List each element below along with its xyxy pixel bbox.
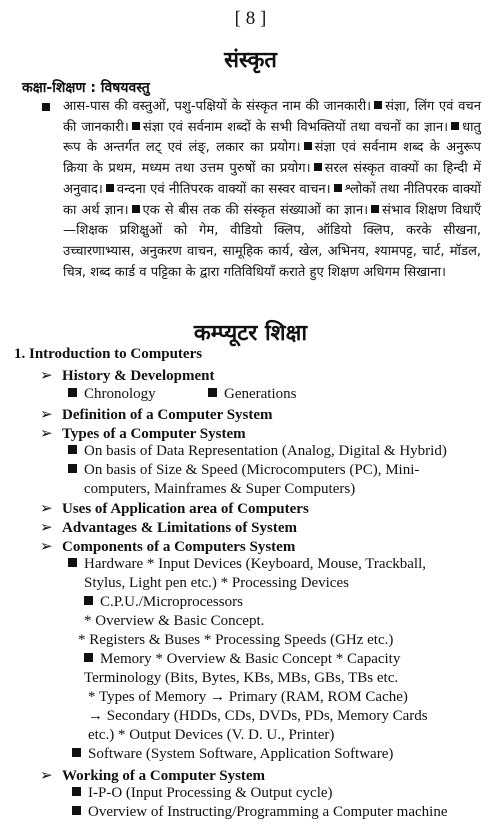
section-title: 1. Introduction to Computers	[14, 346, 203, 362]
bullet-square-icon	[132, 205, 140, 213]
bullet-square-icon	[451, 122, 459, 130]
page-number: [ 8 ]	[234, 8, 267, 29]
sanskrit-item: आस-पास की वस्तुओं, पशु-पक्षियों के संस्कृत नाम की जानकारी।	[63, 99, 372, 114]
bullet-square-icon	[42, 103, 50, 111]
item-label: On basis of Data Representation (Analog, Digital & Hybrid)	[84, 443, 447, 459]
list-item-advantages	[40, 518, 297, 537]
list-item-components	[40, 537, 295, 556]
list-subitem	[84, 594, 243, 611]
item-label: Types of a Computer System	[62, 426, 246, 442]
sanskrit-item: संज्ञा, लिंग एवं वचन की जानकारी।	[63, 99, 481, 135]
sanskrit-item: श्लोकों तथा नीतिपरक वाक्यों का अर्थ ज्ञान।	[63, 181, 481, 218]
bullet-square-icon	[72, 748, 81, 757]
list-item-working	[40, 766, 265, 785]
sanskrit-item: एक से बीस तक की संस्कृत संख्याओं का ज्ञान।	[142, 202, 369, 218]
item-label: C.P.U./Microprocessors	[100, 594, 243, 610]
bullet-square-icon	[72, 787, 81, 796]
bullet-square-icon	[371, 205, 379, 213]
bullet-square-icon	[84, 653, 93, 662]
arrow-bullet-icon: ➢	[40, 539, 53, 555]
list-subitem-cont: * Types of Memory → Primary (RAM, ROM Cache)	[88, 689, 408, 705]
bullet-square-icon	[68, 445, 77, 454]
list-subitem	[72, 804, 448, 821]
item-label: Memory * Overview & Basic Concept * Capacity	[100, 651, 401, 667]
list-subitem-cont: Stylus, Light pen etc.) * Processing Devices	[84, 575, 349, 591]
list-subitem	[72, 746, 393, 763]
item-label: Overview of Instructing/Programming a Computer machine	[88, 804, 448, 820]
arrow-bullet-icon: ➢	[40, 520, 53, 536]
list-subitem-cont: * Overview & Basic Concept.	[84, 613, 265, 629]
sanskrit-heading: संस्कृत	[224, 48, 277, 73]
list-item-uses	[40, 499, 309, 518]
item-label: Generations	[224, 386, 297, 402]
item-label: Hardware * Input Devices (Keyboard, Mouse, Trackball,	[84, 556, 426, 572]
bullet-square-icon	[374, 101, 382, 109]
list-subitem	[68, 386, 156, 403]
bullet-square-icon	[314, 163, 322, 171]
item-label: Advantages & Limitations of System	[62, 520, 297, 536]
sanskrit-item: संज्ञा एवं सर्वनाम शब्दों के सभी विभक्तियों तथा वचनों का ज्ञान।	[142, 119, 449, 135]
sanskrit-subheading: कक्षा-शिक्षण : विषयवस्तु	[22, 80, 150, 96]
sanskrit-item: वन्दना एवं नीतिपरक वाक्यों का सस्वर वाचन।	[116, 181, 331, 197]
item-label: Working of a Computer System	[62, 768, 266, 784]
list-subitem	[68, 556, 426, 573]
item-label: Definition of a Computer System	[62, 407, 273, 423]
bullet-square-icon	[304, 142, 312, 150]
list-subitem	[84, 651, 400, 668]
bullet-square-icon	[334, 184, 342, 192]
list-item-definition	[40, 405, 273, 424]
sanskrit-item: धातु रूप के अन्तर्गत लट् एवं लंङ्, लकार का प्रयोग।	[63, 119, 482, 156]
arrow-bullet-icon: ➢	[40, 407, 53, 423]
bullet-square-icon	[208, 388, 217, 397]
list-subitem	[208, 386, 296, 403]
list-item-history	[40, 366, 214, 385]
list-subitem	[72, 785, 333, 802]
item-label: I-P-O (Input Processing & Output cycle)	[88, 785, 333, 801]
list-subitem-cont: Terminology (Bits, Bytes, KBs, MBs, GBs, TBs etc.	[84, 670, 399, 686]
bullet-square-icon	[106, 184, 114, 192]
sanskrit-item: संभाव शिक्षण विधाएँ—शिक्षक प्रशिक्षुओं को गेम, वीडियो क्लिप, ऑडियो क्लिप, करके सीखना, उच्चारणाभ्यास, अनुकरण वाचन, सामूहिक कार्य, खेल, अभिनय, श्यामपट्ट, चार्ट, मॉडल, चित्र, शब्द कार्ड व पट्टिका के द्वारा गतिविधियाँ कराते हुए शिक्षण अधिगम सिखाना।	[63, 202, 481, 280]
sanskrit-item: संज्ञा एवं सर्वनाम शब्द के अनुरूप क्रिया के प्रथम, मध्यम तथा उत्तम पुरुषों का प्रयोग।	[63, 140, 481, 177]
sanskrit-item: सरल संस्कृत वाक्यों का हिन्दी में अनुवाद।	[63, 161, 481, 197]
item-label: Uses of Application area of Computers	[62, 501, 309, 517]
item-label: Chronology	[84, 386, 156, 402]
bullet-square-icon	[68, 388, 77, 397]
bullet-square-icon	[68, 464, 77, 473]
list-subitem-cont: → Secondary (HDDs, CDs, DVDs, PDs, Memory Cards	[88, 708, 428, 724]
list-subitem-cont: * Registers & Buses * Processing Speeds (GHz etc.)	[78, 632, 394, 648]
item-label: On basis of Size & Speed (Microcomputers (PC), Mini-	[84, 462, 420, 478]
arrow-bullet-icon: ➢	[40, 368, 53, 384]
list-subitem-cont: etc.) * Output Devices (V. D. U., Printer)	[88, 727, 335, 743]
item-label: History & Development	[62, 368, 215, 384]
list-subitem-cont: computers, Mainframes & Super Computers)	[84, 481, 356, 497]
sanskrit-content-paragraph	[63, 97, 481, 283]
bullet-square-icon	[132, 122, 140, 130]
bullet-square-icon	[84, 596, 93, 605]
list-subitem	[68, 443, 447, 460]
arrow-bullet-icon: ➢	[40, 426, 53, 442]
item-label: Components of a Computers System	[62, 539, 296, 555]
arrow-bullet-icon: ➢	[40, 768, 53, 784]
arrow-bullet-icon: ➢	[40, 501, 53, 517]
list-item-types	[40, 424, 246, 443]
bullet-square-icon	[72, 806, 81, 815]
item-label: Software (System Software, Application Software)	[88, 746, 394, 762]
bullet-square-icon	[68, 558, 77, 567]
computer-heading: कम्प्यूटर शिक्षा	[193, 321, 308, 346]
list-subitem	[68, 462, 419, 479]
